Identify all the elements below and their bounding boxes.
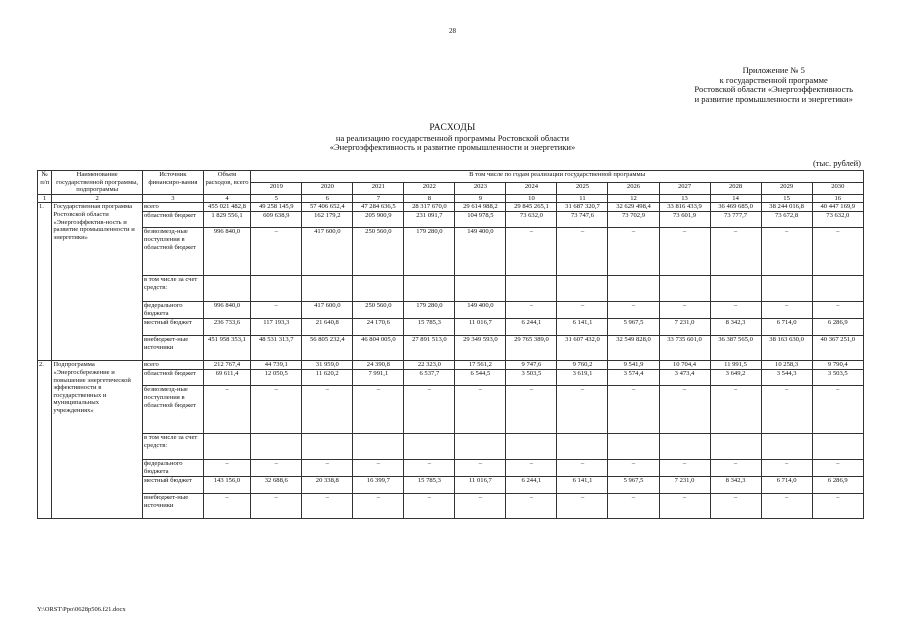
year-amount: 3 574,4 <box>608 370 659 386</box>
funding-source: областной бюджет <box>142 212 203 228</box>
year-amount: – <box>608 460 659 477</box>
year-amount: 33 816 433,9 <box>659 203 710 212</box>
year-amount <box>557 276 608 302</box>
year-amount: 24 170,6 <box>353 319 404 336</box>
year-amount: – <box>710 228 761 276</box>
year-amount: – <box>251 494 302 519</box>
year-amount: – <box>761 228 812 276</box>
year-amount: 7 231,0 <box>659 477 710 494</box>
column-index: 15 <box>761 194 812 203</box>
year-amount: 6 244,1 <box>506 477 557 494</box>
year-amount: 3 544,3 <box>761 370 812 386</box>
total-amount: – <box>203 494 251 519</box>
header-year: 2022 <box>404 182 455 194</box>
year-amount: 609 638,9 <box>251 212 302 228</box>
total-amount: 212 767,4 <box>203 361 251 370</box>
year-amount: 250 560,0 <box>353 302 404 319</box>
year-amount: – <box>557 228 608 276</box>
year-amount: 9 747,6 <box>506 361 557 370</box>
appendix-line: и развитие промышленности и энергетики» <box>694 93 853 104</box>
column-index: 12 <box>608 194 659 203</box>
year-amount: 11 991,5 <box>710 361 761 370</box>
table-row <box>38 477 864 494</box>
year-amount <box>455 434 506 460</box>
year-amount: 9 790,4 <box>812 361 863 370</box>
header-source: Источник финансиро-вания <box>142 171 203 195</box>
year-amount: 36 469 685,0 <box>710 203 761 212</box>
year-amount: 162 179,2 <box>302 212 353 228</box>
header-years-group: В том числе по годам реализации государственной программы <box>251 171 864 183</box>
header-year: 2025 <box>557 182 608 194</box>
funding-source: всего <box>142 203 203 212</box>
column-index: 6 <box>302 194 353 203</box>
year-amount: 38 163 630,0 <box>761 336 812 361</box>
year-amount: 31 607 432,0 <box>557 336 608 361</box>
year-amount: – <box>557 494 608 519</box>
year-amount <box>353 276 404 302</box>
column-index: 9 <box>455 194 506 203</box>
year-amount: – <box>251 460 302 477</box>
year-amount: 117 193,3 <box>251 319 302 336</box>
column-index: 3 <box>142 194 203 203</box>
appendix-line: Ростовской области «Энергоэффективность <box>694 84 853 94</box>
header-year: 2021 <box>353 182 404 194</box>
funding-source: в том числе за счет средств: <box>142 434 203 460</box>
column-index: 13 <box>659 194 710 203</box>
year-amount: 10 704,4 <box>659 361 710 370</box>
year-amount <box>812 434 863 460</box>
year-amount: – <box>710 386 761 434</box>
year-amount: 73 672,8 <box>761 212 812 228</box>
year-amount: – <box>251 228 302 276</box>
year-amount: 31 959,0 <box>302 361 353 370</box>
year-amount: – <box>812 460 863 477</box>
year-amount: 417 600,0 <box>302 228 353 276</box>
year-amount: 21 640,8 <box>302 319 353 336</box>
year-amount: – <box>302 494 353 519</box>
year-amount: 5 967,5 <box>608 319 659 336</box>
year-amount: – <box>251 386 302 434</box>
table-row <box>38 319 864 336</box>
year-amount: 40 367 251,0 <box>812 336 863 361</box>
year-amount: 33 735 601,0 <box>659 336 710 361</box>
year-amount: – <box>557 460 608 477</box>
table-row <box>38 370 864 386</box>
total-amount: 996 840,0 <box>203 302 251 319</box>
column-index: 14 <box>710 194 761 203</box>
year-amount: 7 991,1 <box>353 370 404 386</box>
table-row <box>38 361 864 370</box>
section-name: Государственная программа Ростовской области «Энергоэффектив-ность и развитие промышленности и энергетики» <box>52 203 143 361</box>
year-amount: 57 406 652,4 <box>302 203 353 212</box>
year-amount: 22 323,0 <box>404 361 455 370</box>
column-index: 8 <box>404 194 455 203</box>
year-amount: 6 286,9 <box>812 319 863 336</box>
appendix-line: к государственной программе <box>719 74 828 85</box>
header-year: 2030 <box>812 182 863 194</box>
year-amount <box>608 276 659 302</box>
year-amount: – <box>404 386 455 434</box>
table-row <box>38 460 864 477</box>
title-line: «Энергоэффективность и развитие промышленности и энергетики» <box>329 142 576 152</box>
expenditure-table <box>37 170 864 519</box>
year-amount: – <box>761 302 812 319</box>
year-amount: 417 600,0 <box>302 302 353 319</box>
year-amount: – <box>710 494 761 519</box>
year-amount: – <box>506 302 557 319</box>
year-amount: 7 231,0 <box>659 319 710 336</box>
year-amount: – <box>302 386 353 434</box>
year-amount: – <box>302 460 353 477</box>
total-amount <box>203 434 251 460</box>
year-amount: 6 141,1 <box>557 319 608 336</box>
year-amount: – <box>353 386 404 434</box>
year-amount: 29 765 389,0 <box>506 336 557 361</box>
year-amount: – <box>404 460 455 477</box>
total-amount: 69 611,4 <box>203 370 251 386</box>
year-amount: 73 632,0 <box>812 212 863 228</box>
year-amount <box>659 434 710 460</box>
funding-source: областной бюджет <box>142 370 203 386</box>
year-amount: – <box>251 302 302 319</box>
year-amount: – <box>812 228 863 276</box>
year-amount: 32 549 828,0 <box>608 336 659 361</box>
header-no: № п/п <box>38 171 52 195</box>
header-year: 2027 <box>659 182 710 194</box>
year-amount: 10 258,3 <box>761 361 812 370</box>
total-amount: 236 733,6 <box>203 319 251 336</box>
year-amount: 149 400,0 <box>455 228 506 276</box>
year-amount: 3 503,5 <box>506 370 557 386</box>
year-amount: 27 891 513,0 <box>404 336 455 361</box>
year-amount: – <box>506 228 557 276</box>
year-amount: 104 978,5 <box>455 212 506 228</box>
year-amount <box>557 434 608 460</box>
year-amount: 38 244 016,8 <box>761 203 812 212</box>
year-amount: 231 091,7 <box>404 212 455 228</box>
year-amount: 6 141,1 <box>557 477 608 494</box>
total-amount: 451 958 353,1 <box>203 336 251 361</box>
year-amount: 20 338,8 <box>302 477 353 494</box>
column-index: 11 <box>557 194 608 203</box>
year-amount: 44 739,1 <box>251 361 302 370</box>
header-year: 2020 <box>302 182 353 194</box>
year-amount: 73 747,6 <box>557 212 608 228</box>
year-amount <box>251 276 302 302</box>
total-amount: – <box>203 386 251 434</box>
year-amount: 205 900,9 <box>353 212 404 228</box>
year-amount <box>506 434 557 460</box>
year-amount: – <box>659 494 710 519</box>
year-amount <box>506 276 557 302</box>
year-amount: 16 399,7 <box>353 477 404 494</box>
year-amount: – <box>659 228 710 276</box>
total-amount <box>203 276 251 302</box>
year-amount: 15 785,3 <box>404 319 455 336</box>
appendix-note <box>694 66 853 104</box>
column-index: 16 <box>812 194 863 203</box>
year-amount: 48 531 313,7 <box>251 336 302 361</box>
title-main: РАСХОДЫ <box>429 123 476 133</box>
year-amount: 149 400,0 <box>455 302 506 319</box>
year-amount: – <box>608 494 659 519</box>
year-amount: 73 777,7 <box>710 212 761 228</box>
year-amount: 47 284 636,5 <box>353 203 404 212</box>
year-amount: 8 342,3 <box>710 477 761 494</box>
year-amount: 12 050,5 <box>251 370 302 386</box>
year-amount: – <box>353 494 404 519</box>
year-amount: – <box>404 494 455 519</box>
table-row <box>38 336 864 361</box>
year-amount: 73 601,9 <box>659 212 710 228</box>
year-amount: 5 967,5 <box>608 477 659 494</box>
header-year: 2023 <box>455 182 506 194</box>
file-path-footer: Y:\ORST\Ppo\0628p506.f21.docx <box>37 606 126 613</box>
table-row <box>38 212 864 228</box>
column-index: 4 <box>203 194 251 203</box>
table-row <box>38 434 864 460</box>
year-amount <box>761 434 812 460</box>
year-amount <box>302 276 353 302</box>
header-year: 2024 <box>506 182 557 194</box>
year-amount: – <box>353 460 404 477</box>
table-row <box>38 494 864 519</box>
funding-source: безвозмезд-ные поступления в областной бюджет <box>142 386 203 434</box>
table-row <box>38 302 864 319</box>
year-amount <box>710 276 761 302</box>
title-line: на реализацию государственной программы Ростовской области <box>335 132 570 143</box>
year-amount <box>404 434 455 460</box>
year-amount: 11 016,7 <box>455 319 506 336</box>
funding-source: федерального бюджета <box>142 460 203 477</box>
year-amount: 24 390,8 <box>353 361 404 370</box>
year-amount: 32 688,6 <box>251 477 302 494</box>
total-amount: 455 021 482,8 <box>203 203 251 212</box>
year-amount: 9 760,2 <box>557 361 608 370</box>
year-amount: – <box>557 386 608 434</box>
column-index: 7 <box>353 194 404 203</box>
year-amount: 6 537,7 <box>404 370 455 386</box>
page-number: 28 <box>449 27 456 35</box>
year-amount <box>404 276 455 302</box>
year-amount: – <box>710 460 761 477</box>
year-amount: 11 016,7 <box>455 477 506 494</box>
year-amount: – <box>455 386 506 434</box>
year-amount: 3 473,4 <box>659 370 710 386</box>
year-amount: 49 258 145,9 <box>251 203 302 212</box>
year-amount: 17 561,2 <box>455 361 506 370</box>
table-row <box>38 276 864 302</box>
year-amount: 179 280,0 <box>404 228 455 276</box>
table-row <box>38 386 864 434</box>
year-amount <box>710 434 761 460</box>
year-amount: – <box>659 460 710 477</box>
header-year: 2028 <box>710 182 761 194</box>
year-amount: 3 649,2 <box>710 370 761 386</box>
column-index: 1 <box>38 194 52 203</box>
year-amount: – <box>812 386 863 434</box>
header-year: 2029 <box>761 182 812 194</box>
year-amount: 6 714,0 <box>761 319 812 336</box>
year-amount: – <box>659 386 710 434</box>
year-amount: 31 687 320,7 <box>557 203 608 212</box>
column-index: 5 <box>251 194 302 203</box>
section-number: 1. <box>38 203 52 361</box>
year-amount: 73 702,9 <box>608 212 659 228</box>
year-amount: – <box>608 228 659 276</box>
year-amount: – <box>812 302 863 319</box>
year-amount: – <box>812 494 863 519</box>
year-amount: 6 244,1 <box>506 319 557 336</box>
year-amount: 40 447 169,9 <box>812 203 863 212</box>
year-amount: 46 804 005,0 <box>353 336 404 361</box>
table-row <box>38 203 864 212</box>
header-name: Наименование государственной программы, подпрограммы <box>52 171 143 195</box>
year-amount: – <box>506 386 557 434</box>
units-label: (тыс. рублей) <box>812 158 861 168</box>
year-amount: – <box>761 460 812 477</box>
year-amount: 179 280,0 <box>404 302 455 319</box>
year-amount: 28 317 670,0 <box>404 203 455 212</box>
year-amount: 3 619,1 <box>557 370 608 386</box>
funding-source: внебюджет-ные источники <box>142 494 203 519</box>
year-amount: – <box>710 302 761 319</box>
appendix-line: Приложение № 5 <box>742 65 805 75</box>
year-amount <box>761 276 812 302</box>
header-year: 2019 <box>251 182 302 194</box>
total-amount: – <box>203 460 251 477</box>
year-amount: 11 620,2 <box>302 370 353 386</box>
year-amount: 73 632,0 <box>506 212 557 228</box>
section-name: Подпрограмма «Энергосбережение и повышение энергетической эффективности в государственных и муниципальных учреждениях» <box>52 361 143 519</box>
year-amount: – <box>506 494 557 519</box>
year-amount: 15 785,3 <box>404 477 455 494</box>
year-amount: 29 845 265,1 <box>506 203 557 212</box>
total-amount: 143 156,0 <box>203 477 251 494</box>
year-amount <box>353 434 404 460</box>
year-amount <box>608 434 659 460</box>
year-amount <box>251 434 302 460</box>
year-amount <box>302 434 353 460</box>
total-amount: 1 829 556,1 <box>203 212 251 228</box>
year-amount: 29 349 593,0 <box>455 336 506 361</box>
year-amount: – <box>506 460 557 477</box>
funding-source: федерального бюджета <box>142 302 203 319</box>
year-amount: – <box>659 302 710 319</box>
funding-source: местный бюджет <box>142 319 203 336</box>
year-amount: 29 614 988,2 <box>455 203 506 212</box>
funding-source: местный бюджет <box>142 477 203 494</box>
year-amount <box>455 276 506 302</box>
funding-source: в том числе за счет средств: <box>142 276 203 302</box>
year-amount: 6 714,0 <box>761 477 812 494</box>
year-amount <box>812 276 863 302</box>
year-amount: – <box>761 494 812 519</box>
document-title <box>0 124 905 153</box>
section-number: 2. <box>38 361 52 519</box>
year-amount: – <box>608 302 659 319</box>
total-amount: 996 840,0 <box>203 228 251 276</box>
funding-source: всего <box>142 361 203 370</box>
year-amount: 6 286,9 <box>812 477 863 494</box>
header-year: 2026 <box>608 182 659 194</box>
year-amount: 250 560,0 <box>353 228 404 276</box>
year-amount: 9 541,9 <box>608 361 659 370</box>
column-index: 10 <box>506 194 557 203</box>
year-amount: – <box>608 386 659 434</box>
funding-source: безвозмезд-ные поступления в областной бюджет <box>142 228 203 276</box>
year-amount: 36 387 565,0 <box>710 336 761 361</box>
year-amount: 3 503,5 <box>812 370 863 386</box>
year-amount: – <box>455 494 506 519</box>
table-row <box>38 228 864 276</box>
header-total: Объем расходов, всего <box>203 171 251 195</box>
year-amount: – <box>557 302 608 319</box>
funding-source: внебюджет-ные источники <box>142 336 203 361</box>
year-amount: 6 544,5 <box>455 370 506 386</box>
year-amount: 56 805 232,4 <box>302 336 353 361</box>
column-index: 2 <box>52 194 143 203</box>
year-amount: – <box>761 386 812 434</box>
year-amount: 8 342,3 <box>710 319 761 336</box>
year-amount <box>659 276 710 302</box>
year-amount: – <box>455 460 506 477</box>
year-amount: 32 629 498,4 <box>608 203 659 212</box>
